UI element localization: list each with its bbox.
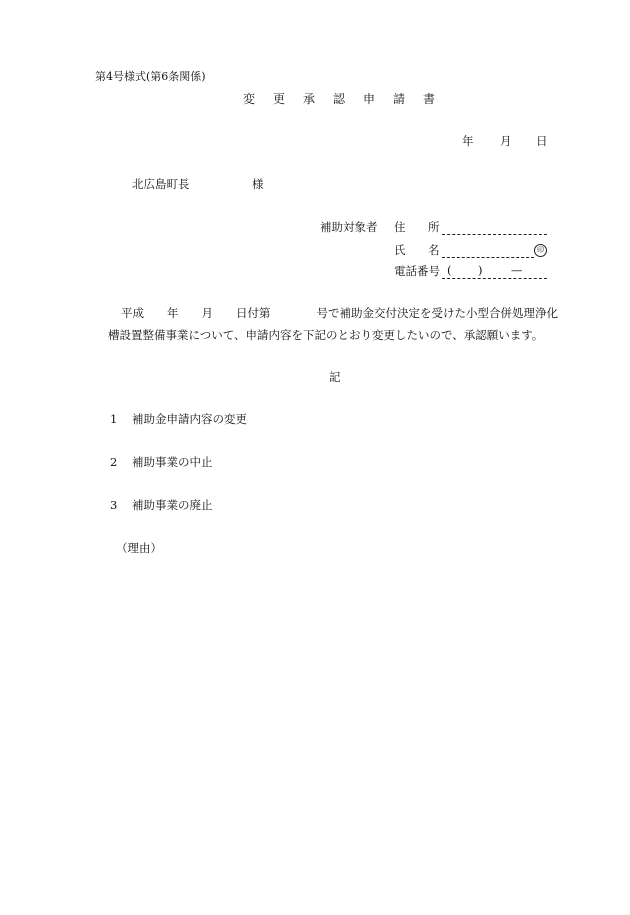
date-month-label: 月 (500, 134, 512, 148)
phone-close-paren: ) (478, 263, 483, 277)
address-label-first: 住 (394, 220, 406, 234)
seal-icon: 印 (534, 244, 547, 257)
item-text: 補助事業の廃止 (132, 498, 213, 512)
item-number: 2 (110, 455, 118, 469)
phone-field[interactable] (442, 263, 547, 279)
document-title: 変更承認申請書 (243, 92, 454, 106)
date-year-label: 年 (462, 134, 474, 148)
name-field[interactable] (442, 245, 534, 258)
phone-open-paren: ( (447, 263, 452, 277)
body-text-line-1: 平成 年 月 日付第 号で補助金交付決定を受けた小型合併処理浄化 (121, 306, 558, 320)
body-text-line-2: 槽設置整備事業について、申請内容を下記のとおり変更したいので、承認願います。 (108, 328, 544, 342)
item-text: 補助事業の中止 (132, 455, 213, 469)
item-text: 補助金申請内容の変更 (132, 412, 247, 426)
applicant-label: 補助対象者 (320, 220, 378, 234)
ki-heading: 記 (329, 370, 341, 384)
reason-label: （理由） (116, 541, 162, 555)
name-label-second: 名 (428, 243, 440, 257)
item-number: 1 (110, 412, 118, 426)
phone-dash: — (511, 263, 523, 277)
item-number: 3 (110, 498, 118, 512)
address-field[interactable] (442, 222, 547, 235)
address-label-second: 所 (428, 220, 440, 234)
form-number: 第4号様式(第6条関係) (95, 70, 206, 83)
addressee-honorific: 様 (252, 177, 264, 191)
name-label-first: 氏 (394, 243, 406, 257)
phone-label: 電話番号 (394, 264, 440, 278)
date-day-label: 日 (536, 134, 548, 148)
addressee-name: 北広島町長 (132, 177, 190, 191)
